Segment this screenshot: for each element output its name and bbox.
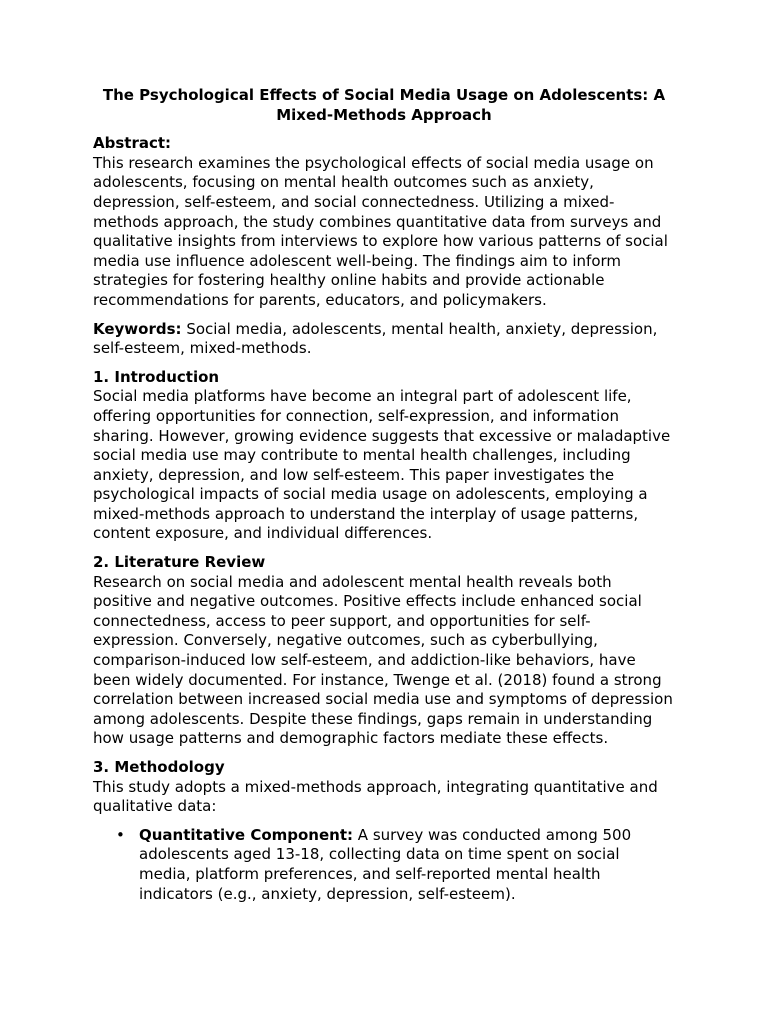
methodology-bullet-list bbox=[93, 826, 675, 904]
paper-title: The Psychological Effects of Social Media Usage on Adolescents: A Mixed-Methods Approach bbox=[102, 86, 666, 124]
abstract-text: This research examines the psychological effects of social media usage on adolescents, focusing on mental health outcomes such as anxiety, depression, self-esteem, and social connectedness. Utilizing a mixed-methods approach, the study combines quantitative data from surveys and qualitative insights from interviews to explore how various patterns of social media use influence adolescent well-being. The findings aim to inform strategies for fostering healthy online habits and provide actionable recommendations for parents, educators, and policymakers. bbox=[93, 153, 668, 309]
keywords-label: Keywords: bbox=[93, 319, 182, 338]
section-heading-introduction: 1. Introduction bbox=[93, 367, 220, 386]
section-text-methodology: This study adopts a mixed-methods approach, integrating quantitative and qualitative data: bbox=[93, 777, 658, 816]
section-heading-methodology: 3. Methodology bbox=[93, 758, 225, 776]
keywords-paragraph bbox=[93, 320, 675, 359]
list-item bbox=[116, 825, 675, 904]
abstract-heading: Abstract: bbox=[93, 134, 172, 153]
section-heading-literature-review: 2. Literature Review bbox=[93, 553, 266, 572]
keywords-text: Social media, adolescents, mental health, anxiety, depression, self-esteem, mixed-methods. bbox=[93, 319, 658, 358]
section-text-literature-review: Research on social media and adolescent mental health reveals both positive and negative outcomes. Positive effects include enhanced social connectedness, access to peer support, and opportunities for self-expression. Conversely, negative outcomes, such as cyberbullying, comparison-induced low self-esteem, and addiction-like behaviors, have been widely documented. For instance, Twenge et al. (2018) found a strong correlation between increased social media use and symptoms of depression among adolescents. Despite these findings, gaps remain in understanding how usage patterns and demographic factors mediate these effects. bbox=[93, 572, 673, 748]
section-text-introduction: Social media platforms have become an integral part of adolescent life, offering opportunities for connection, self-expression, and information sharing. However, growing evidence suggests that excessive or maladaptive social media use may contribute to mental health challenges, including anxiety, depression, and low self-esteem. This paper investigates the psychological impacts of social media usage on adolescents, employing a mixed-methods approach to understand the interplay of usage patterns, content exposure, and individual differences. bbox=[93, 387, 671, 543]
bullet-label: Quantitative Component: bbox=[139, 825, 354, 844]
bullet-text: A survey was conducted among 500 adolescents aged 13-18, collecting data on time spent on social media, platform preferences, and self-reported mental health indicators (e.g., anxiety, depression, self-esteem). bbox=[139, 825, 632, 903]
bullet-icon: • bbox=[116, 825, 125, 844]
